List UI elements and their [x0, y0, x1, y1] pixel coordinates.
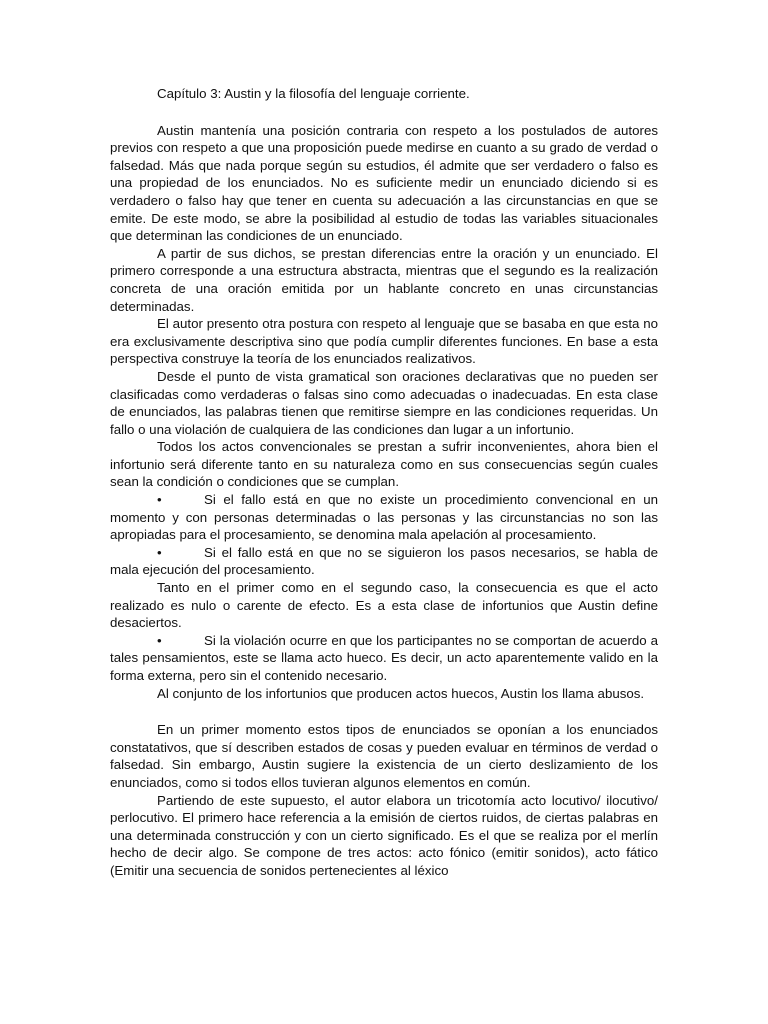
bullet-item-mala-ejecucion [110, 544, 658, 579]
bullet-item-mala-apelacion [110, 491, 658, 544]
bullet-text: Si el fallo está en que no existe un procedimiento convencional en un momento y con personas determinadas o las personas y las circunstancias no son las apropiadas para el procesamiento, se denomina mala apelación al procesamiento. [110, 492, 658, 543]
bullet-text: Si la violación ocurre en que los participantes no se comportan de acuerdo a tales pensamientos, este se llama acto hueco. Es decir, un acto aparentemente valido en la forma externa, pero sin el contenido necesario. [110, 632, 658, 683]
bullet-item-acto-hueco [110, 632, 658, 685]
paragraph-otra-postura: El autor presento otra postura con respeto al lenguaje que se basaba en que esta no era exclusivamente descriptiva sino que podía cumplir diferentes funciones. En base a esta perspectiva construye la teoría de los enunciados realizativos. [110, 316, 658, 367]
paragraph-punto-de-vista: Desde el punto de vista gramatical son oraciones declarativas que no pueden ser clasificadas como verdaderas o falsas sino como adecuadas o inadecuadas. En esta clase de enunciados, las palabras tienen que remitirse siempre en las condiciones requeridas. Un fallo o una violación de cualquiera de las condiciones dan lugar a un infortunio. [110, 368, 658, 437]
bullet-text: Si el fallo está en que no se siguieron los pasos necesarios, se habla de mala ejecución del procesamiento. [110, 544, 658, 578]
paragraph-actos-convencionales: Todos los actos convencionales se prestan a sufrir inconvenientes, ahora bien el infortunio será diferente tanto en su naturaleza como en sus consecuencias según cuales sean la condición o condiciones que se cumplan. [110, 439, 658, 490]
paragraph-constatativos: En un primer momento estos tipos de enunciados se oponían a los enunciados constatativos, que sí describen estados de cosas y pueden evaluar en términos de verdad o falsedad. Sin embargo, Austin sugiere la existencia de un cierto deslizamiento de los enunciados, como si todos ellos tuvieran algunos elementos en común. [110, 722, 658, 790]
chapter-title: Capítulo 3: Austin y la filosofía del lenguaje corriente. [157, 86, 470, 101]
paragraph-abusos: Al conjunto de los infortunios que producen actos huecos, Austin los llama abusos. [157, 685, 645, 701]
paragraph-oracion-enunciado: A partir de sus dichos, se prestan diferencias entre la oración y un enunciado. El primero corresponde a una estructura abstracta, mientras que el segundo es la realización concreta de una oración emitida por un hablante concreto en unas circunstancias determinadas. [110, 245, 658, 314]
bullet-icon: • [157, 492, 162, 508]
bullet-icon: • [157, 544, 162, 560]
bullet-icon: • [157, 632, 162, 648]
paragraph-austin-position: Austin mantenía una posición contraria con respeto a los postulados de autores previos con respeto a que una proposición puede medirse en cuanto a su grado de verdad o falsedad. Más que nada porque según su estudios, él admite que ser verdadero o falso es una propiedad de los enunciados. No es suficiente medir un enunciado diciendo si es verdadero o falso hay que tener en cuenta su adecuación a las circunstancias en que se emite. De este modo, se abre la posibilidad al estudio de todas las variables situacionales que determinan las condiciones de un enunciado. [110, 122, 658, 244]
paragraph-desaciertos: Tanto en el primer como en el segundo caso, la consecuencia es que el acto realizado es nulo o carente de efecto. Es a esta clase de infortunios que Austin define desaciertos. [110, 580, 658, 631]
paragraph-tricotomia: Partiendo de este supuesto, el autor elabora un tricotomía acto locutivo/ ilocutivo/ perlocutivo. El primero hace referencia a la emisión de ciertos ruidos, de ciertas palabras en una determinada construcción y con un cierto significado. Es el que se realiza por el merlín hecho de decir algo. Se compone de tres actos: acto fónico (emitir sonidos), acto fático (Emitir una secuencia de sonidos pertenecientes al léxico [110, 792, 658, 878]
